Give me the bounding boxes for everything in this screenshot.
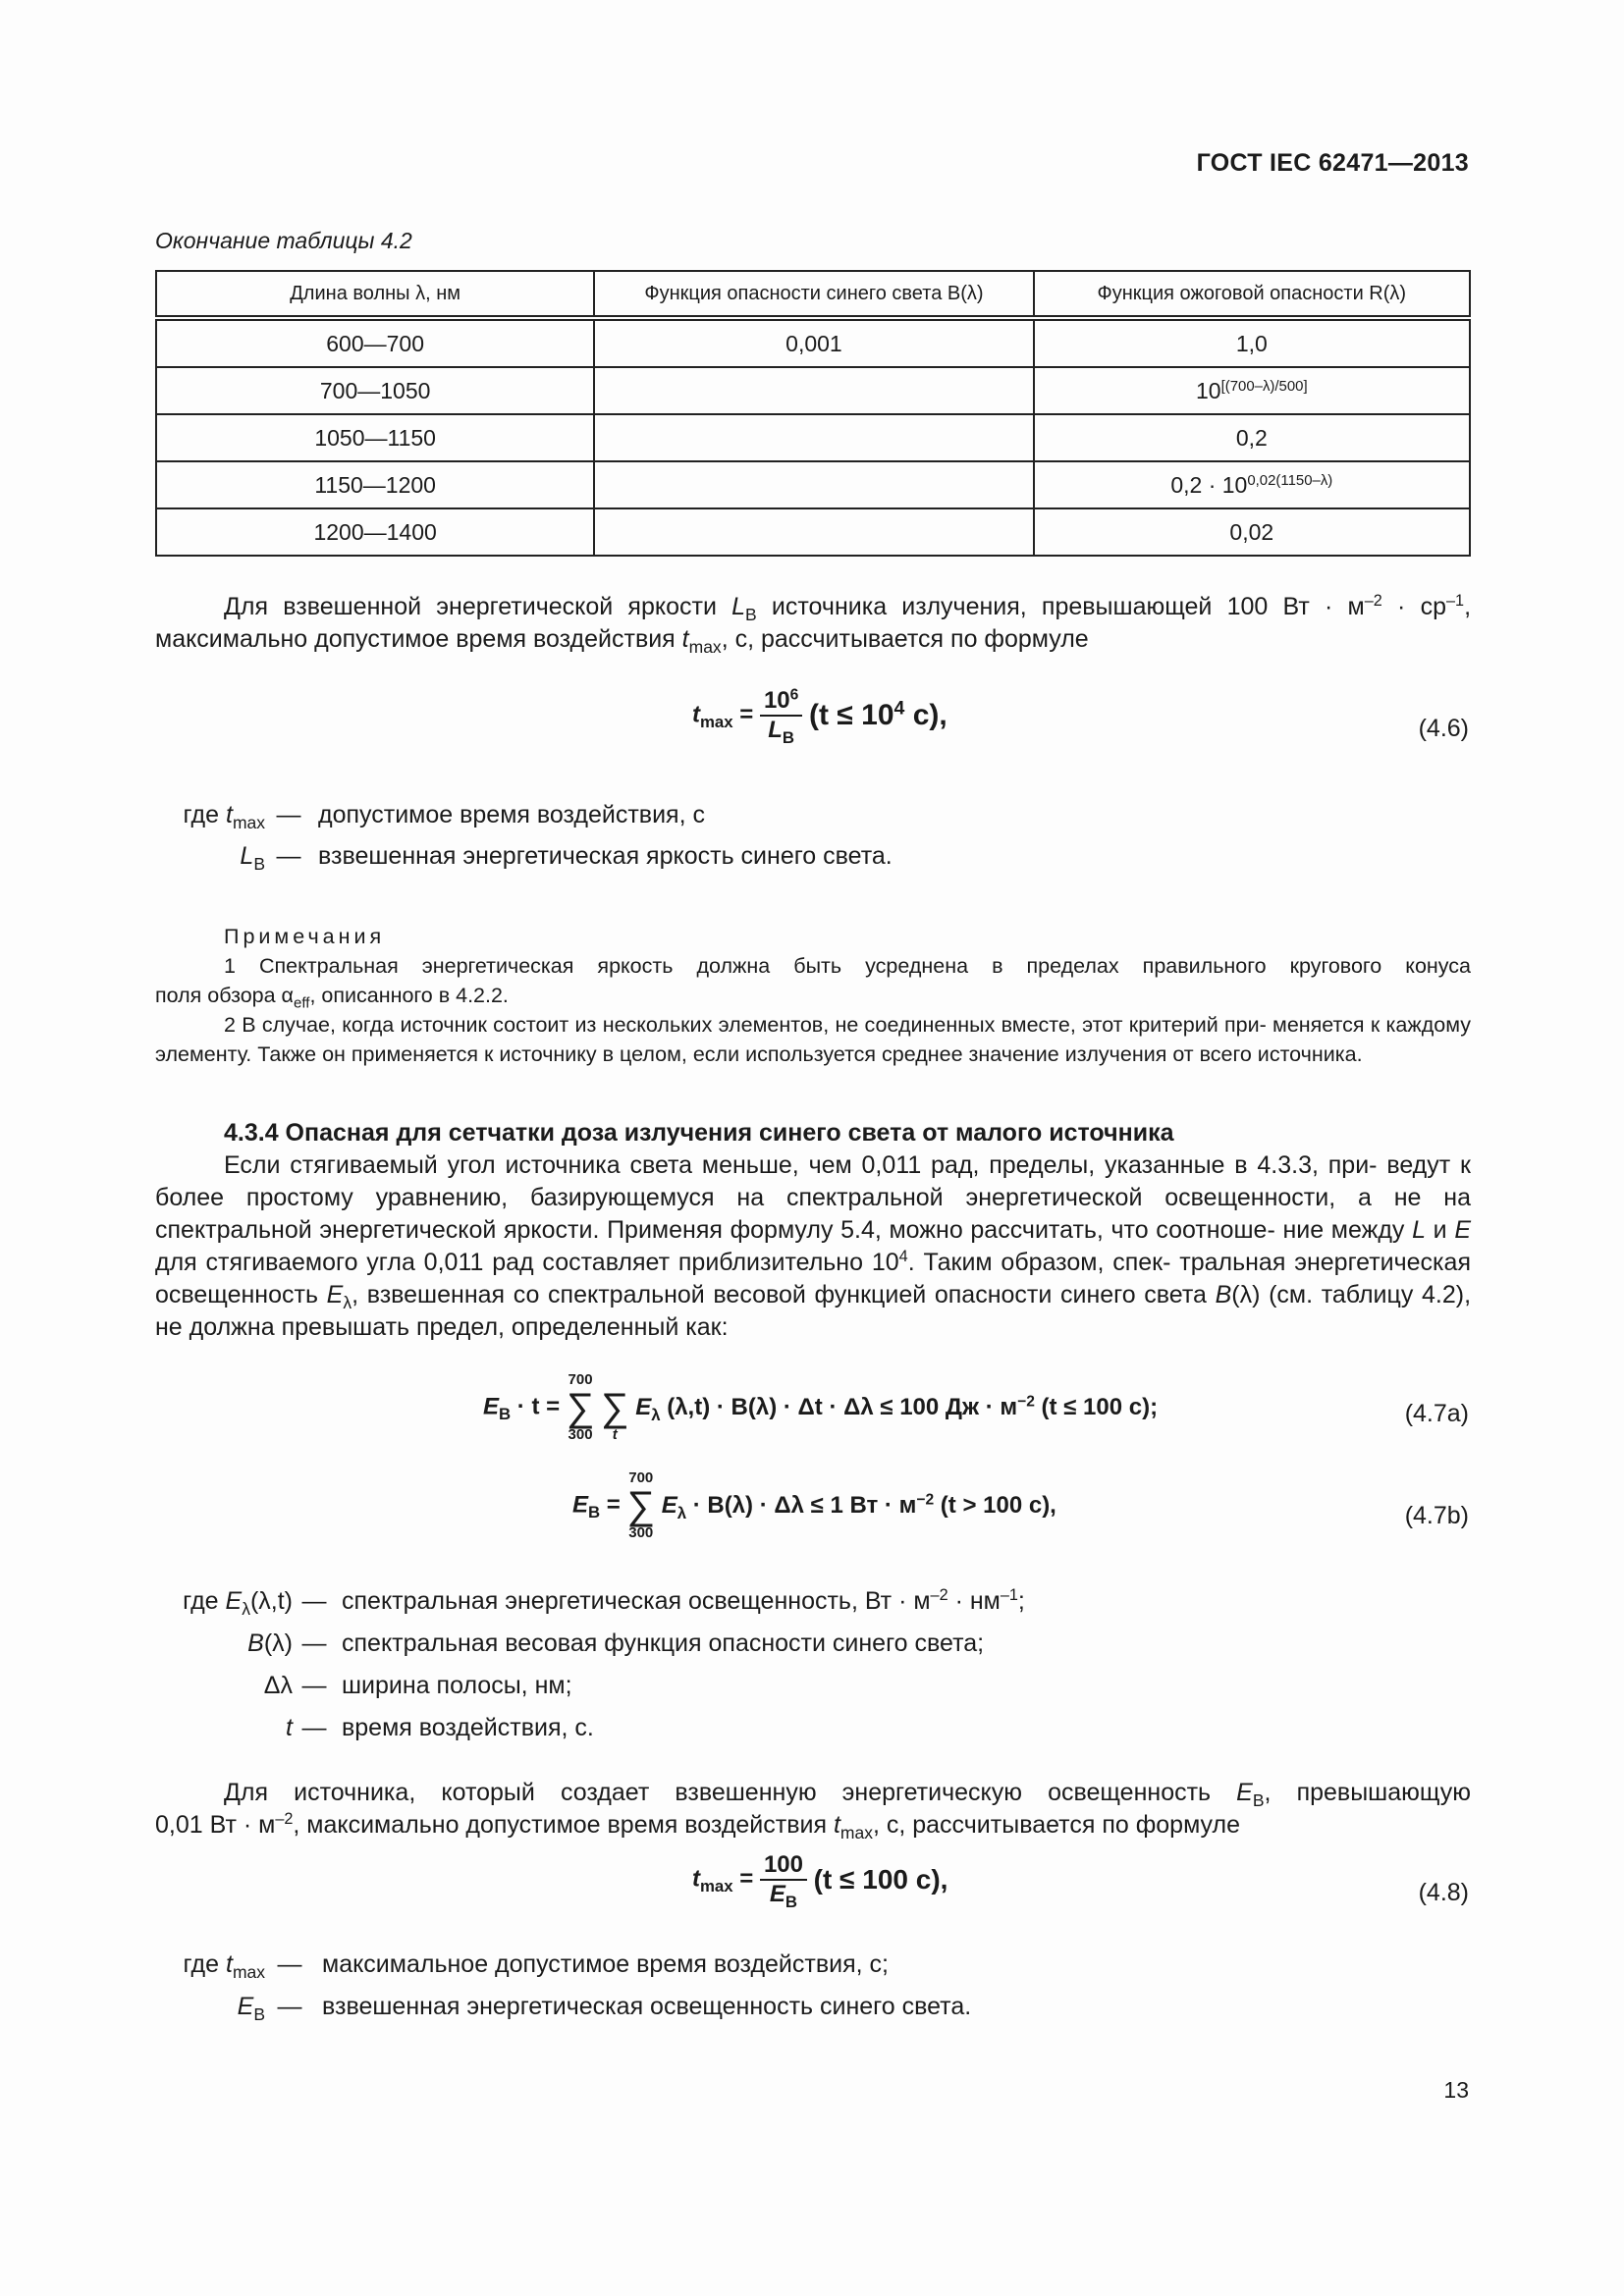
table-cell: 1050—1150 bbox=[156, 414, 594, 461]
notes-block bbox=[155, 922, 1471, 1069]
table-header-row bbox=[156, 271, 1470, 318]
page-number: 13 bbox=[1443, 2077, 1469, 2103]
fraction: $\frac{100}{E_B}$ bbox=[760, 1851, 807, 1908]
summation: 700 ∑ 300 bbox=[626, 1469, 656, 1541]
definition-item: Δλ — ширина полосы, нм; bbox=[263, 1672, 572, 1699]
table-cell: 600—700 bbox=[156, 318, 594, 367]
table-cell: 1150—1200 bbox=[156, 461, 594, 508]
table-cell: $0,2 \cdot 10^{0,02(1150-\lambda)}$ bbox=[1034, 461, 1470, 508]
definition-item: где $E_\lambda(\lambda,t)$ — спектральная энергетическая освещенность, Вт · $м^{-2} \cdot нм^{-1}$; bbox=[183, 1586, 1025, 1620]
table-row bbox=[156, 318, 1470, 367]
equation-4-8: $t_{max}$ = $\frac{100}{E_B}$ (t ≤ 100 с), bbox=[692, 1851, 948, 1911]
table-header-cell: Функция опасности синего света B(λ) bbox=[594, 271, 1033, 318]
definitions-4-8 bbox=[155, 1949, 1333, 2033]
table-header-cell: Длина волны λ, нм bbox=[156, 271, 594, 318]
definition-item: $L_B$ — взвешенная энергетическая яркость синего света. bbox=[240, 842, 893, 875]
definitions-4-7 bbox=[155, 1585, 1432, 1754]
definition-item: где $t_{max}$ — допустимое время воздействия, с bbox=[183, 801, 705, 833]
paragraph-irradiance-limit: Для источника, который создает взвешенную энергетическую освещенность $E_B$, превышающую 0,01 Вт · $м^{-2}$, максимально допустимое время воздействия $t_{max}$, с, рассчитывается по формуле bbox=[155, 1779, 1471, 1843]
table-cell: 1,0 bbox=[1034, 318, 1470, 367]
definition-item: t — время воздействия, с. bbox=[286, 1714, 594, 1741]
section-heading: 4.3.4 Опасная для сетчатки доза излучения синего света от малого источника bbox=[224, 1119, 1174, 1147]
equation-4-6: $t_{max}$ = $\frac{10^6}{L_B}$ ($t \le 10^4$ с), bbox=[692, 686, 947, 747]
equation-4-7a: $E_B \cdot t = 700$ ∑ 300 ∑ t $E_\lambda$ (λ,t) · B(λ) · Δt · Δλ ≤ 100 Дж · $м^{-2}$ (t ≤ 100 с); bbox=[483, 1371, 1159, 1443]
paragraph-luminance-limit: Для взвешенной энергетической яркости $L_B$ источника излучения, превышающей 100 Вт · $м^{-2} \cdot ср^{-1}$, максимально допустимое время воздействия $t_{max}$, с, рассчитывается по формуле bbox=[155, 592, 1472, 658]
fraction: $\frac{10^6}{L_B}$ bbox=[760, 687, 802, 744]
equation-number: (4.7a) bbox=[1404, 1400, 1469, 1427]
definition-item: где $t_{max}$ — максимальное допустимое время воздействия, с; bbox=[183, 1950, 889, 1983]
table-cell: 0,001 bbox=[594, 318, 1033, 367]
table-cell: 700—1050 bbox=[156, 367, 594, 414]
table-cell bbox=[594, 414, 1033, 461]
summation: ∑ t bbox=[601, 1386, 629, 1443]
table-cell: 0,2 bbox=[1034, 414, 1470, 461]
table-caption: Окончание таблицы 4.2 bbox=[155, 228, 412, 253]
table-cell bbox=[594, 461, 1033, 508]
definition-item: B(λ) — спектральная весовая функция опасности синего света; bbox=[247, 1629, 985, 1657]
document-standard-header: ГОСТ IEC 62471—2013 bbox=[1196, 149, 1469, 177]
table-row bbox=[156, 367, 1470, 414]
section-4-3-4 bbox=[155, 1117, 1471, 1344]
table-row bbox=[156, 414, 1470, 461]
definitions-4-6 bbox=[155, 799, 1333, 881]
equation-number: (4.6) bbox=[1418, 715, 1469, 742]
equation-number: (4.8) bbox=[1418, 1879, 1469, 1906]
table-cell bbox=[594, 508, 1033, 556]
table-cell bbox=[594, 367, 1033, 414]
equation-4-7b: $E_B = 700$ ∑ 300 $E_\lambda \cdot B(\lambda) \cdot \Delta\lambda \le 1$ Вт · $м^{-2}$ (t > 100 с), bbox=[572, 1469, 1056, 1541]
table-row bbox=[156, 508, 1470, 556]
table-cell: 10[(700–λ)/500] bbox=[1034, 367, 1470, 414]
table-cell: 0,02 bbox=[1034, 508, 1470, 556]
note-1: 1 Спектральная энергетическая яркость должна быть усреднена в пределах правильного кругового конуса bbox=[224, 954, 1471, 978]
note-2: 2 В случае, когда источник состоит из нескольких элементов, не соединенных вместе, этот критерий при- меняется к каждому элементу. Также он применяется к источнику в целом, если используется среднее значение излучения от всего источника. bbox=[155, 1013, 1471, 1066]
equation-number: (4.7b) bbox=[1404, 1502, 1469, 1529]
section-paragraph: Если стягиваемый угол источника света меньше, чем 0,011 рад, пределы, указанные в 4.3.3, при- ведут к более простому уравнению, базирующемуся на спектральной энергетической освещенности, а не на спектральной энергетической яркости. Применяя формулу 5.4, можно рассчитать, что соотноше- ние между L и E для стягиваемого угла 0,011 рад составляет приблизительно $10^4$. Таким образом, спек- тральная энергетическая освещенность $E_\lambda$, взвешенная со спектральной весовой функцией опасности синего света B(λ) (см. таблицу 4.2), не должна превышать предел, определенный как: bbox=[155, 1151, 1472, 1341]
table-cell: 1200—1400 bbox=[156, 508, 594, 556]
definition-item: $E_B$ — взвешенная энергетическая освещенность синего света. bbox=[237, 1993, 972, 2025]
notes-title: Примечания bbox=[224, 925, 386, 948]
summation: 700 ∑ 300 bbox=[566, 1371, 595, 1443]
table-4-2 bbox=[155, 270, 1471, 557]
note-1-cont: поля обзора $\alpha_{eff}$, описанного в 4.2.2. bbox=[155, 984, 509, 1012]
table-row bbox=[156, 461, 1470, 508]
table-header-cell: Функция ожоговой опасности R(λ) bbox=[1034, 271, 1470, 318]
